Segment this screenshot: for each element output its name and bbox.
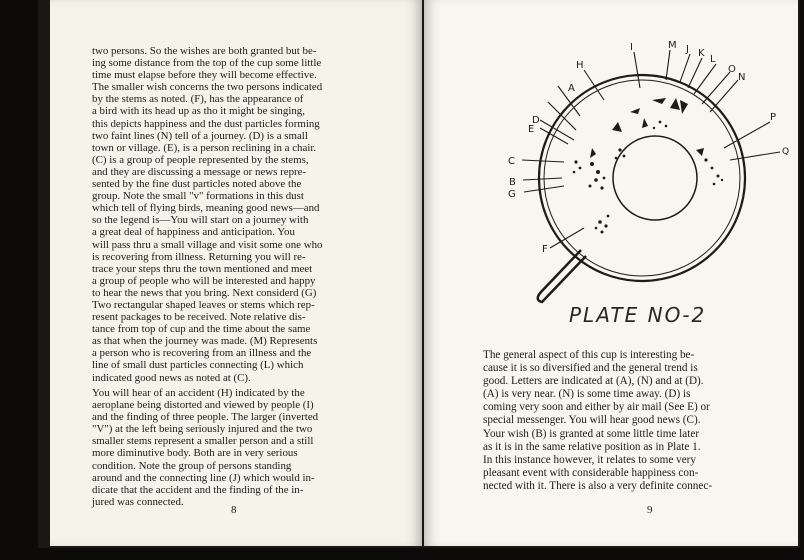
cup-inner-rim xyxy=(544,80,740,276)
cup-bottom xyxy=(613,136,697,220)
label-f: F xyxy=(542,244,548,255)
label-p: P xyxy=(770,112,777,123)
label-g: G xyxy=(508,189,516,200)
label-h: H xyxy=(576,60,584,71)
cup-outer-rim xyxy=(539,75,745,281)
label-m: M xyxy=(668,40,677,51)
label-l: L xyxy=(710,54,716,65)
label-i: I xyxy=(630,42,633,53)
label-k: K xyxy=(698,48,705,59)
label-b: B xyxy=(509,177,516,188)
label-a: A xyxy=(568,83,575,94)
cup-handle xyxy=(538,250,586,302)
label-q: Q xyxy=(782,147,790,157)
left-paragraph-1: two persons. So the wishes are both granted but be- ing some distance from the top of the cup some little time must elapse before they will become effective. The smaller wish concerns the two persons indicated by the stems as noted. (F), has the appearance of a bird with its head up as tho it might be singing, this depicts happiness and the dust particles forming two faint lines (N) tell of a journey. (D) is a small town or village. (E), is a person reclining in a chair. (C) is a group of people represented by the stems, and they are discussing a message or news repre- sented by the fine dust particles noted above the group. Note the small "v" formations in this dust which tell of flying birds, meaning good news—and so the legend is—You will start on a journey with a great deal of happiness and anticipation. You will pass thru a small village and visit some one who is recovering from illness. Returning you will re- trace your steps thru the town mentioned and meet a group of people who will be interested and happy to hear the news that you bring. Next considerd (G) Two rectangular shaped leaves or stems which rep- resent packages to be received. Note relative dis- tance from top of cup and the time about the same as that when the journey was made. (M) Represents a person who is recovering from an illness and the line of small dust particles connecting (L) which indicated good news as noted at (C). xyxy=(92,45,323,384)
page-number-left: 8 xyxy=(231,504,237,516)
right-paragraph: The general aspect of this cup is interesting be- cause it is so diversified and the general trend is good. Letters are indicated at (A), (N) and at (D). (A) is very near. (N) is some time away. (D) is coming very soon and either by air mail (See E) or special messenger. You will hear good news (C). Your wish (B) is granted at some little time later as it is in the same relative position as in Plate 1. In this instance however, it relates to some very pleasant event with considerable happiness con- nected with it. There is also a very definite connec- xyxy=(483,349,713,492)
plate-title: PLATE NO-2 xyxy=(569,303,707,327)
label-d: D xyxy=(532,115,540,126)
label-n: N xyxy=(738,72,746,83)
right-page xyxy=(424,0,798,546)
label-e: E xyxy=(528,124,535,135)
left-paragraph-2: You will hear of an accident (H) indicated by the aeroplane being distorted and viewed by people (I) and the finding of three people. The larger (inverted "V") at the left being seriously injured and the two smaller stems represent a smaller person and a still more diminutive body. Both are in very serious condition. Note the group of persons standing around and the connecting line (J) which would in- dicate that the accident and the finding of the in- jured was connected. xyxy=(92,387,319,508)
teacup-plate-illustration xyxy=(484,30,790,330)
left-page xyxy=(50,0,422,546)
label-c: C xyxy=(508,156,515,167)
book-spread xyxy=(38,0,800,548)
page-number-right: 9 xyxy=(647,504,653,516)
label-j: J xyxy=(686,44,689,55)
label-o: O xyxy=(728,64,736,75)
tea-leaves xyxy=(573,98,724,234)
